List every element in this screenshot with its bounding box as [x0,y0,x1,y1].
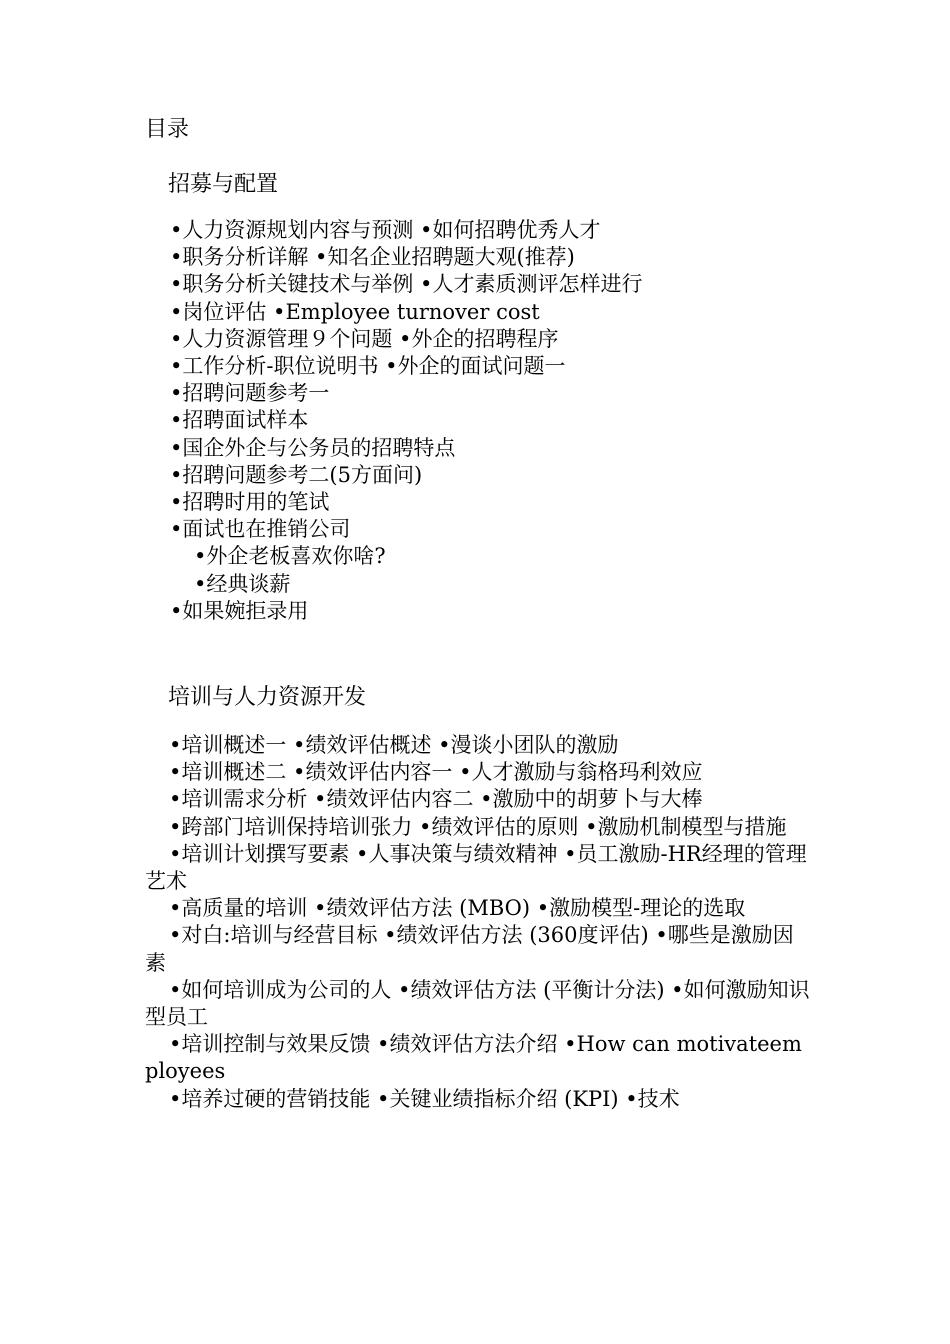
list-item: •招聘时用的笔试 [170,490,330,515]
training-topic-list [145,732,810,1113]
list-item: •国企外企与公务员的招聘特点 [170,435,456,460]
list-item: •经典谈薪 [194,571,291,596]
list-item: •如何培训成为公司的人 •绩效评估方法 (平衡计分法) •如何激励知识型员工 [145,977,810,1030]
list-item: •工作分析-职位说明书 •外企的面试问题一 [170,354,566,379]
page-title: 目录 [145,117,190,142]
list-item: •招聘问题参考一 [170,381,330,406]
list-item: •跨部门培训保持培训张力 •绩效评估的原则 •激励机制模型与措施 [169,814,787,839]
recruitment-topic-list [170,217,850,625]
list-item: •培训控制与效果反馈 •绩效评估方法介绍 •How can motivateemployees [145,1032,802,1084]
list-item: •外企老板喜欢你啥? [194,544,386,569]
list-item: •职务分析详解 •知名企业招聘题大观(推荐) [170,245,575,270]
list-item: •如果婉拒录用 [170,598,309,623]
list-item: •岗位评估 •Employee turnover cost [170,299,540,324]
list-item: •培养过硬的营销技能 •关键业绩指标介绍 (KPI) •技术 [169,1086,680,1111]
list-item: •招聘问题参考二(5方面问) [170,462,423,487]
list-item: •人力资源规划内容与预测 •如何招聘优秀人才 [170,218,601,242]
list-item: •培训计划撰写要素 •人事决策与绩效精神 •员工激励-HR经理的管理艺术 [145,841,807,894]
list-item: •面试也在推销公司 [170,517,351,542]
list-item: •培训需求分析 •绩效评估内容二 •激励中的胡萝卜与大棒 [169,787,703,812]
list-item: •对白:培训与经营目标 •绩效评估方法 (360度评估) •哪些是激励因素 [145,923,794,975]
list-item: •职务分析关键技术与举例 •人才素质测评怎样进行 [170,272,643,297]
section-heading-recruitment: 招募与配置 [168,172,279,197]
list-item: •培训概述二 •绩效评估内容一 •人才激励与翁格玛利效应 [169,760,703,785]
section-heading-training: 培训与人力资源开发 [168,685,367,710]
list-item: •高质量的培训 •绩效评估方法 (MBO) •激励模型-理论的选取 [169,896,746,921]
list-item: •招聘面试样本 [170,408,309,433]
list-item: •人力资源管理９个问题 •外企的招聘程序 [170,326,559,351]
list-item: •培训概述一 •绩效评估概述 •漫谈小团队的激励 [169,733,619,757]
